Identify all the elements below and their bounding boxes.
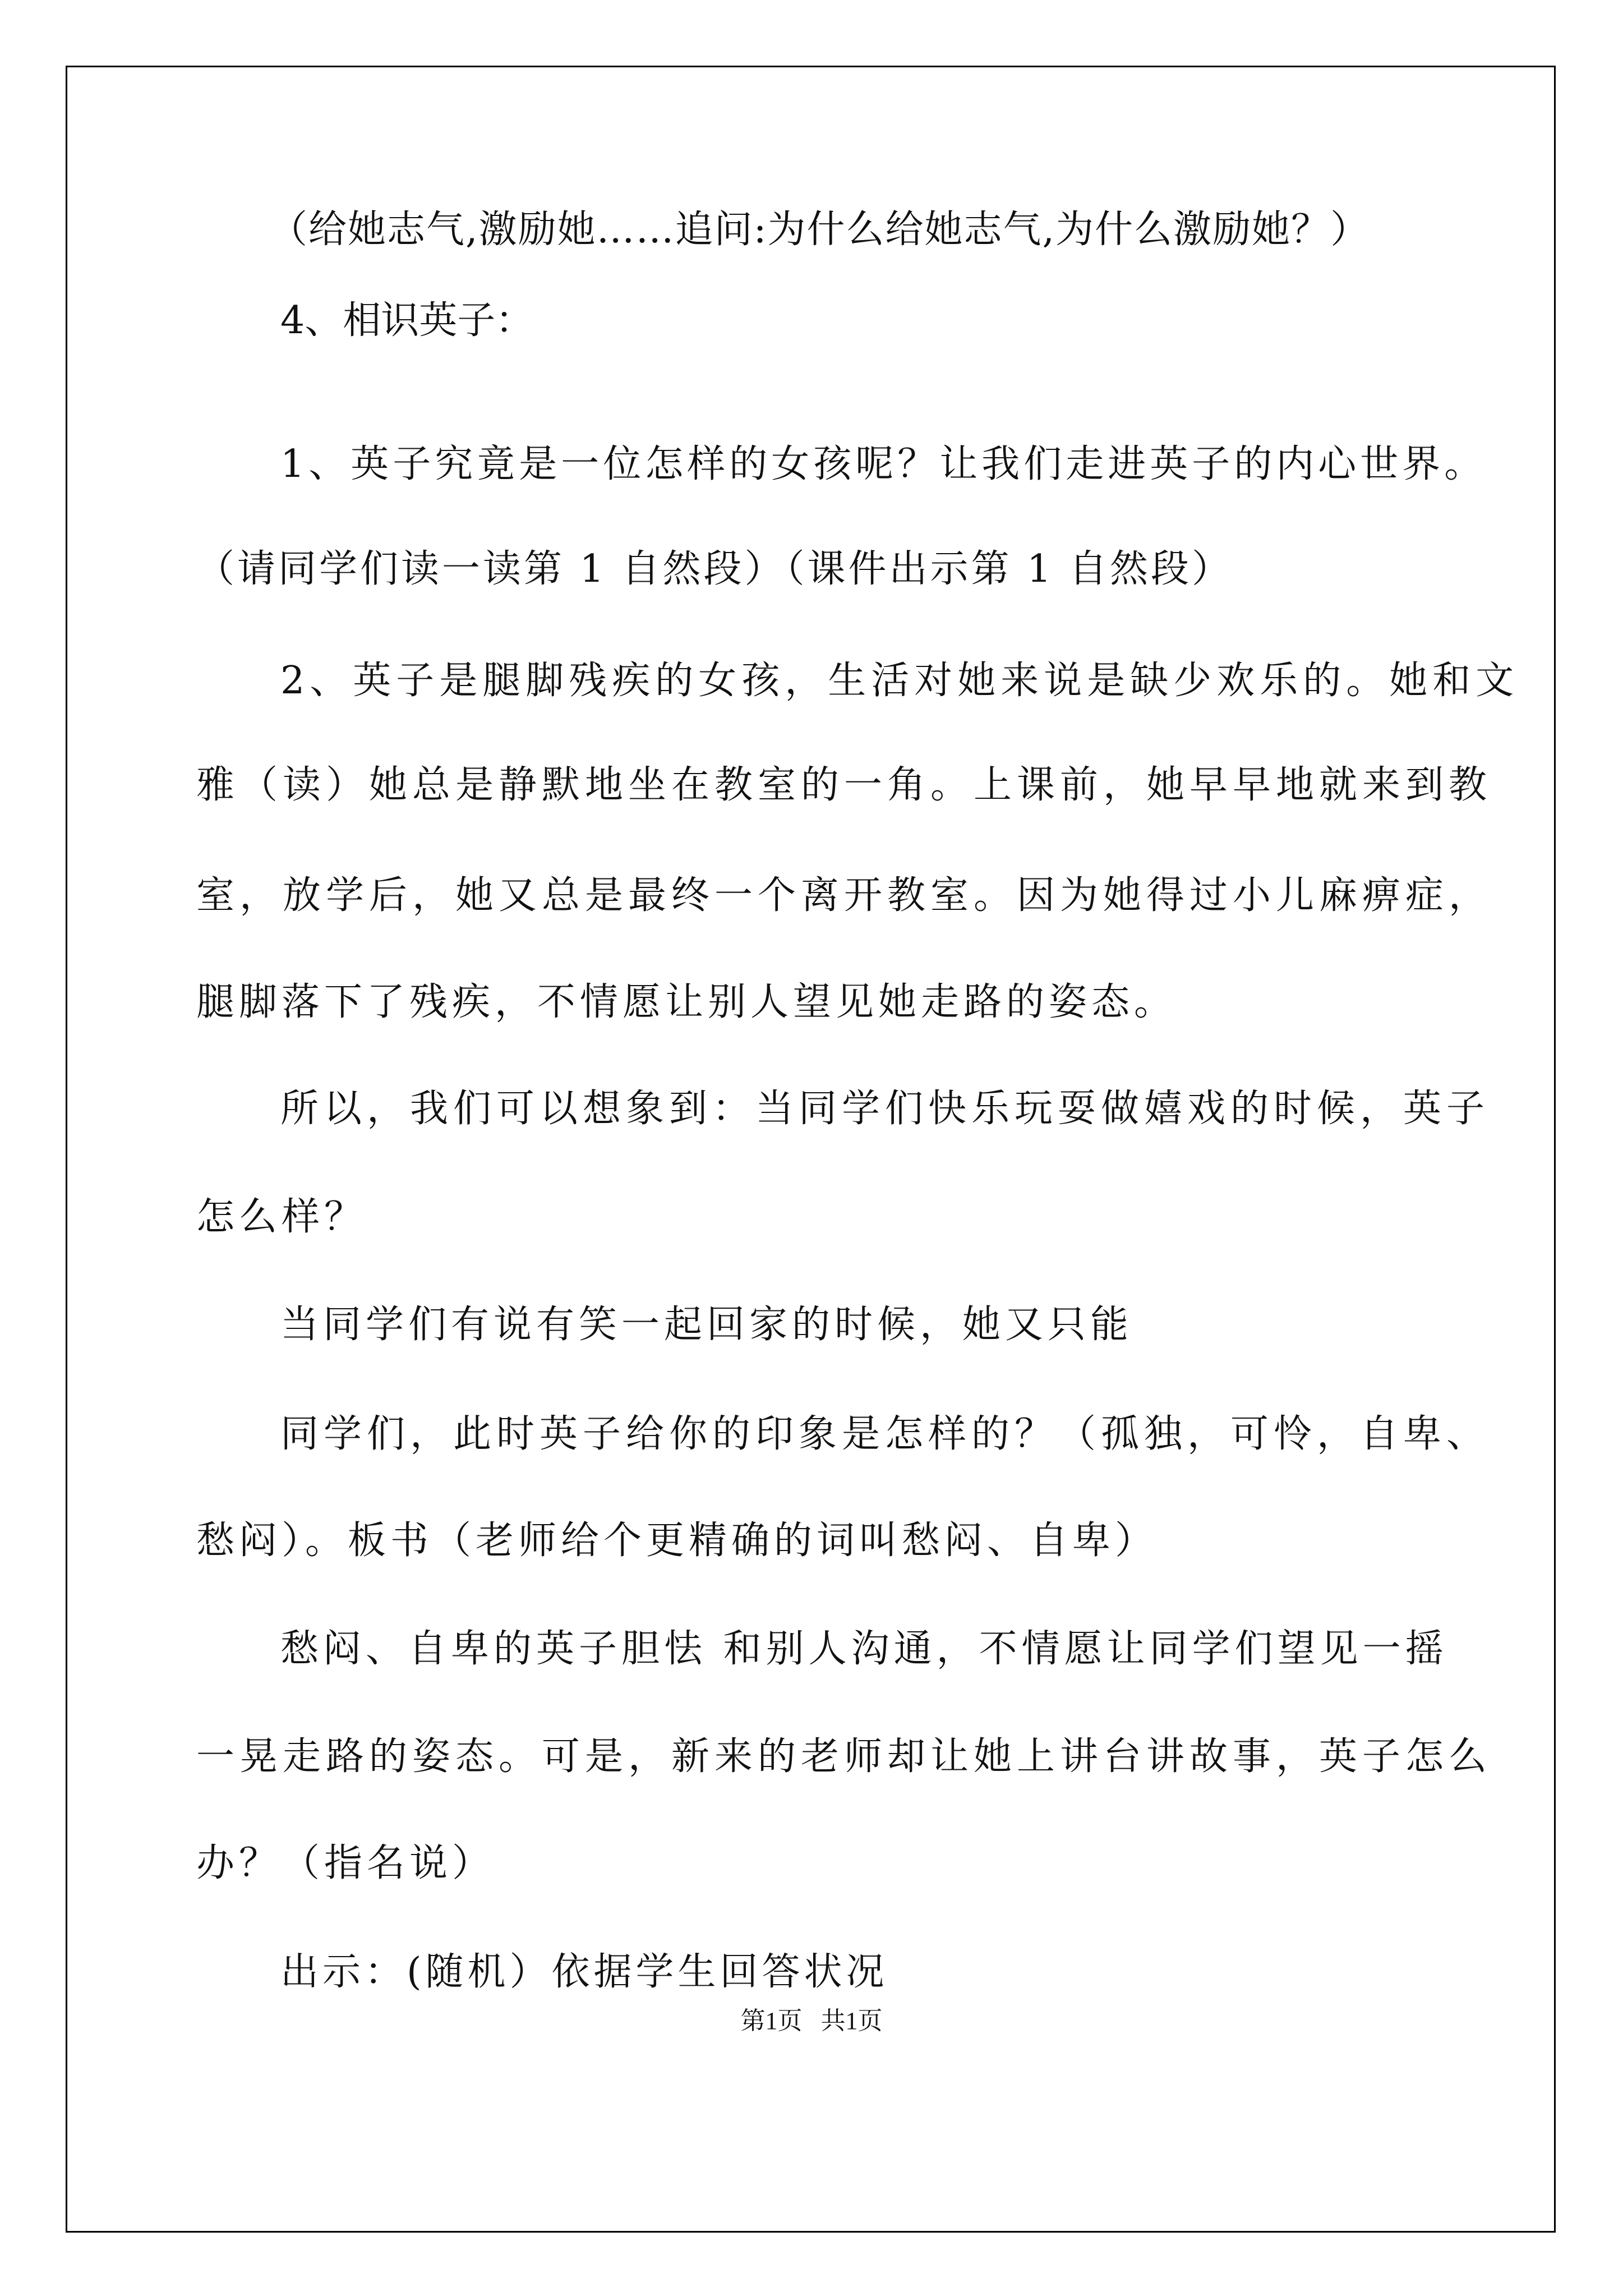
text-line-13: 愁闷）。板书（老师给个更精确的词叫愁闷、自卑） <box>196 1519 1158 1563</box>
text-line-16: 办？（指名说） <box>196 1841 495 1885</box>
text-line-17: 出示：(随机）依据学生回答状况 <box>280 1950 888 1994</box>
text-line-3: 1、英子究竟是一位怎样的女孩呢？让我们走进英子的内心世界。 <box>280 442 1487 486</box>
page-number-footer: 第1页 共1页 <box>740 2007 883 2035</box>
text-line-2: 4、相识英子： <box>280 298 534 343</box>
text-line-14: 愁闷、自卑的英子胆怯 和别人沟通，不情愿让同学们望见一摇 <box>280 1627 1448 1671</box>
text-line-6: 雅（读）她总是静默地坐在教室的一角。上课前，她早早地就来到教 <box>196 763 1492 807</box>
text-line-12: 同学们，此时英子给你的印象是怎样的？（孤独，可怜，自卑、 <box>280 1412 1490 1456</box>
text-line-8: 腿脚落下了残疾，不情愿让别人望见她走路的姿态。 <box>196 980 1177 1024</box>
text-line-9: 所以，我们可以想象到：当同学们快乐玩耍做嬉戏的时候，英子 <box>280 1087 1490 1131</box>
text-line-7: 室，放学后，她又总是最终一个离开教室。因为她得过小儿麻痹症， <box>196 873 1492 918</box>
text-line-10: 怎么样？ <box>196 1195 367 1239</box>
text-line-4: （请同学们读一读第 1 自然段）（课件出示第 1 自然段） <box>196 547 1233 591</box>
text-line-15: 一晃走路的姿态。可是，新来的老师却让她上讲台讲故事，英子怎么 <box>196 1734 1492 1779</box>
text-line-11: 当同学们有说有笑一起回家的时候，她又只能 <box>280 1303 1133 1347</box>
page-border <box>66 66 1556 2233</box>
text-line-5: 2、英子是腿脚残疾的女孩，生活对她来说是缺少欢乐的。她和文 <box>280 659 1519 703</box>
text-line-1: （给她志气,激励她……追问:为什么给她志气,为什么激励她？） <box>269 208 1370 252</box>
